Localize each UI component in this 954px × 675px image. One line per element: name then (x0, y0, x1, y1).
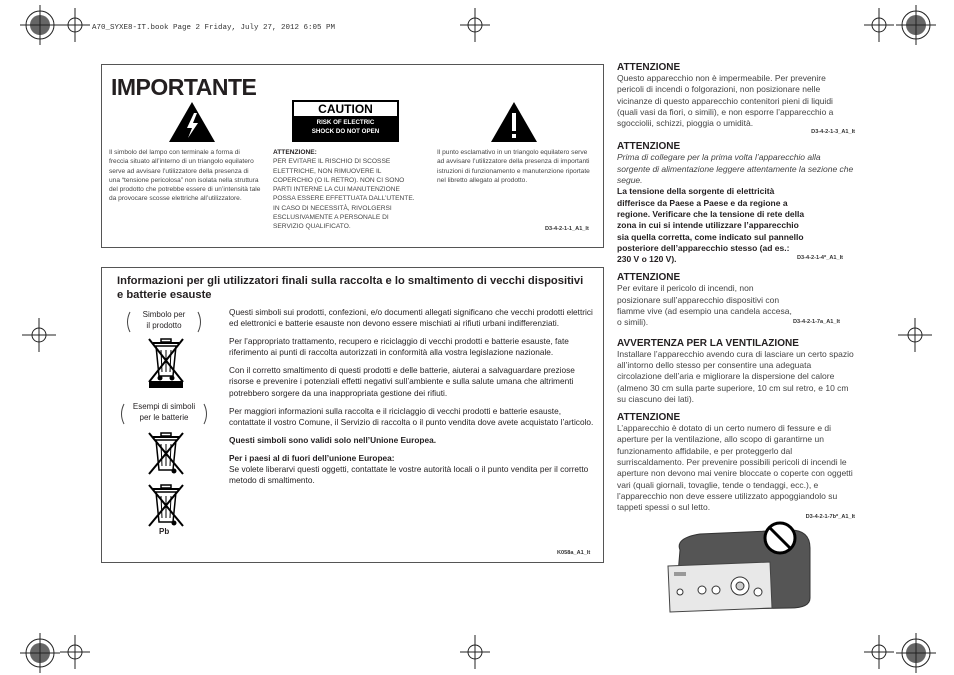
caution-label (292, 100, 399, 142)
section-2-italic: Prima di collegare per la prima volta l’apparecchio alla sorgente di alimentazione leggere attentamente la sezione che segue. (617, 152, 854, 186)
section-2-bold: La tensione della sorgente di elettricità differisce da Paese a Paese e da regione a regione. Verificare che la tensione di rete della zona in cui si intende utilizzare l’apparecchio sia quella corretta, come indicato sul pannello posteriore dell’apparecchio stesso (ad es.: 230 V o 120 V). (617, 186, 805, 265)
pb-label: Pb (159, 527, 170, 536)
registration-mark-right-mid (898, 318, 932, 352)
section-3-code: D3-4-2-1-7a_A1_It (793, 318, 840, 325)
section-2-heading: ATTENZIONE (617, 141, 681, 153)
section-5-heading: ATTENZIONE (617, 412, 681, 424)
section-4-text: Installare l’apparecchio avendo cura di lasciare un certo spazio all’intorno dello stesso per consentire una adeguata circolazione dell’aria e migliorare la dispersione del calore (almeno 30 cm sulla parte superiore, 10 cm sul retro, e 10 cm su ciascuno dei lati). (617, 348, 854, 404)
registration-mark-top-center (460, 8, 490, 42)
disposal-paragraph-6: Per i paesi al di fuori dell’unione Europea: (229, 452, 395, 463)
registration-mark-bottom-center (460, 635, 490, 669)
battery-crossed-bin-icon (146, 430, 186, 476)
registration-mark-bottom-right (896, 633, 936, 673)
battery-bracket-icon (118, 402, 210, 426)
section-3-text: Per evitare il pericolo di incendi, non posizionare sull’apparecchio dispositivi con fiamme vive (ad esempio una candela accesa, o simili). (617, 283, 792, 328)
registration-mark-top-left-2 (60, 8, 90, 42)
section-5-code: D3-4-2-1-7b*_A1_It (805, 513, 855, 520)
disposal-paragraph-1: Questi simboli sui prodotti, confezioni, e/o documenti allegati significano che vecchi prodotti elettrici ed elettronici e batterie esauste non devono essere mischiati ai rifiuti urbani indifferenziati. (229, 307, 593, 329)
caution-text: PER EVITARE IL RISCHIO DI SCOSSE ELETTRICHE, NON RIMUOVERE IL COPERCHIO (O IL RETRO). NON CI SONO PARTI INTERNE LA CUI MANUTENZIONE POSSA ESSERE EFFETTUATA DALL’UTENTE. IN CASO DI NECESSITÀ, RIVOLGERSI ESCLUSIVAMENTE A PERSONALE DI SERVIZIO QUALIFICATO. (273, 158, 415, 231)
lightning-triangle-icon (168, 101, 216, 143)
lightning-description: Il simbolo del lampo con terminale a forma di freccia situato all’interno di un triangolo equilatero serve ad avvisare l’utilizzatore della presenza di una “tensione pericolosa” non isolata nella struttura del prodotto che potrebbe essere di un’intensità tale da provocare scosse elettriche all’utilizzatore. (109, 149, 261, 203)
disposal-paragraph-3: Con il corretto smaltimento di questi prodotti e delle batterie, aiuterai a salvaguardare preziose risorse e prevenire i potenziali effetti negativi sull’ambiente e sulla salute umana che altrimenti potrebbero sorgere da una inappropriata gestione dei rifiuti. (229, 365, 575, 398)
section-3-heading: ATTENZIONE (617, 272, 681, 284)
battery-symbol-label: Esempi di simboli per le batterie (132, 402, 196, 422)
section-2-code: D3-4-2-1-4*_A1_It (797, 255, 844, 262)
caution-title: CAUTION (294, 102, 397, 116)
registration-mark-bottom-left-2 (60, 635, 90, 669)
file-info-header: A70_SYXE8-IT.book Page 2 Friday, July 27, 2012 6:05 PM (92, 24, 336, 32)
product-bracket-icon (124, 310, 204, 334)
disposal-code: K058a_A1_It (557, 550, 591, 556)
registration-mark-left-mid (22, 318, 56, 352)
disposal-info-box (101, 267, 604, 563)
right-column (617, 62, 855, 520)
section-1-heading: ATTENZIONE (617, 62, 681, 73)
disposal-title: Informazioni per gli utilizzatori finali sulla raccolta e lo smaltimento di vecchi dispositivi e batterie esauste (117, 275, 584, 301)
exclamation-triangle-icon (490, 101, 538, 143)
caution-subtitle: RISK OF ELECTRIC SHOCK DO NOT OPEN (311, 119, 380, 135)
disposal-paragraphs (229, 307, 594, 486)
caution-description (273, 148, 419, 232)
product-symbol-label: Simbolo per il prodotto (142, 310, 186, 330)
section-5-text: L’apparecchio è dotato di un certo numero di fessure e di aperture per la ventilazione, allo scopo di garantirne un funzionamento affidabile, e per proteggerlo dal surriscaldamento. Per prevenire possibili pericoli di incendi le aperture non devono mai venire bloccate o coperte con oggetti vari (quali giornali, tovaglie, tende o tendaggi, ecc.), e l’apparecchio non deve essere utilizzato appoggiandolo su tappeti spessi o sul letto. (617, 423, 853, 513)
product-symbol-bar (149, 381, 183, 388)
registration-mark-bottom-left (20, 633, 60, 673)
section-1-text: Questo apparecchio non è impermeabile. Per prevenire pericoli di incendi o folgorazioni, non posizionare nelle vicinanze di questo apparecchio contenitori pieni di liquidi (quali vasi da fiori, o simili), e non esporre l’apparecchio a sgocciolii, schizzi, pioggia o umidità. (617, 73, 834, 129)
importante-box (101, 64, 604, 248)
registration-mark-top-left (20, 5, 60, 45)
registration-mark-bottom-right-2 (864, 635, 894, 669)
crossed-bin-icon (146, 336, 186, 384)
battery-pb-bin-icon (146, 482, 186, 528)
section-1-code: D3-4-2-1-3_A1_It (811, 129, 855, 136)
disposal-paragraph-7: Se volete liberarvi questi oggetti, contattate le vostre autorità locali o il punto vendita per il corretto metodo di smaltimento. (229, 464, 589, 486)
importante-code: D3-4-2-1-1_A1_It (545, 226, 589, 232)
disposal-paragraph-4: Per maggiori informazioni sulla raccolta e il riciclaggio di vecchi prodotti e batterie esauste, contattate il vostro Comune, il Servizio di raccolta o il punto vendita dove avete acquistato l’articolo. (229, 405, 594, 427)
registration-mark-top-right-2 (864, 8, 894, 42)
registration-mark-top-right (896, 5, 936, 45)
disposal-paragraph-2: Per l’appropriato trattamento, recupero e riciclaggio di vecchi prodotti e batterie esauste, fate riferimento ai punti di raccolta autorizzati in conformità alla vostra legislazione nazionale. (229, 336, 569, 358)
caution-heading: ATTENZIONE: (273, 149, 317, 156)
exclamation-description: Il punto esclamativo in un triangolo equilatero serve ad avvisare l’utilizzatore della presenza di importanti istruzioni di funzionamento e manutenzione riportate nel libretto allegato al prodotto. (437, 149, 590, 184)
prohibition-icon (762, 520, 798, 556)
disposal-paragraph-5: Questi simboli sono validi solo nell’Unione Europea. (229, 434, 436, 445)
section-4-heading: AVVERTENZA PER LA VENTILAZIONE (617, 337, 799, 349)
importante-title: IMPORTANTE (111, 74, 257, 100)
